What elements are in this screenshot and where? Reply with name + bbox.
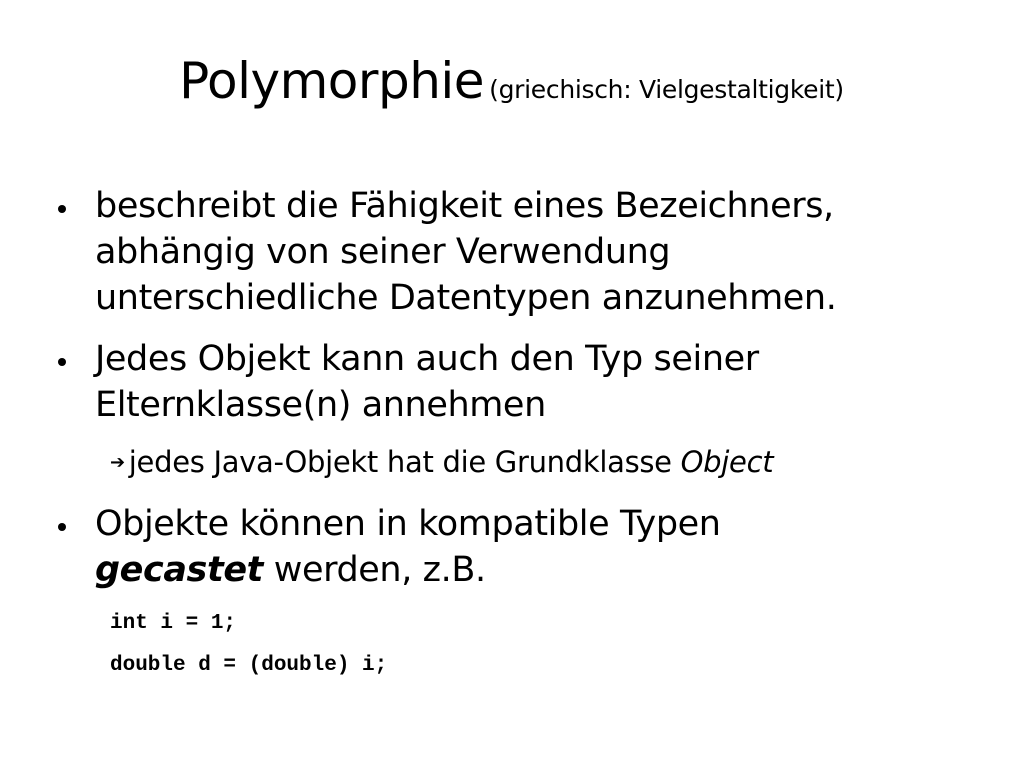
bullet-line: unterschiedliche Datentypen anzunehmen. [95, 278, 837, 318]
bullet-text [95, 183, 836, 321]
sub-bullet-emphasis: Object [680, 445, 774, 479]
bullet-dot-icon [58, 358, 66, 366]
title-subtitle: (griechisch: Vielgestaltigkeit) [489, 75, 844, 104]
bullet-line: Objekte können in kompatible Typen [95, 504, 721, 544]
bullet-emphasis: gecastet [95, 550, 263, 590]
bullet-dot-icon [58, 205, 66, 213]
code-line: int i = 1; [110, 612, 237, 635]
title-main: Polymorphie [179, 52, 485, 110]
bullet-line: abhängig von seiner Verwendung [95, 232, 671, 272]
slide-title [0, 52, 1023, 110]
bullet-text [95, 501, 721, 593]
bullet-line: Elternklasse(n) annehmen [95, 385, 546, 425]
bullet-line [95, 547, 721, 593]
bullet-dot-icon [58, 523, 66, 531]
bullet-line: beschreibt die Fähigkeit eines Bezeichners, [95, 186, 834, 226]
sub-bullet-text: jedes Java-Objekt hat die Grundklasse [128, 445, 672, 479]
arrow-right-icon: ➔ [110, 452, 125, 473]
bullet-line-rest: werden, z.B. [263, 550, 486, 590]
bullet-line: Jedes Objekt kann auch den Typ seiner [95, 339, 759, 379]
bullet-text [95, 336, 759, 428]
code-line: double d = (double) i; [110, 654, 388, 677]
sub-bullet [110, 445, 773, 479]
